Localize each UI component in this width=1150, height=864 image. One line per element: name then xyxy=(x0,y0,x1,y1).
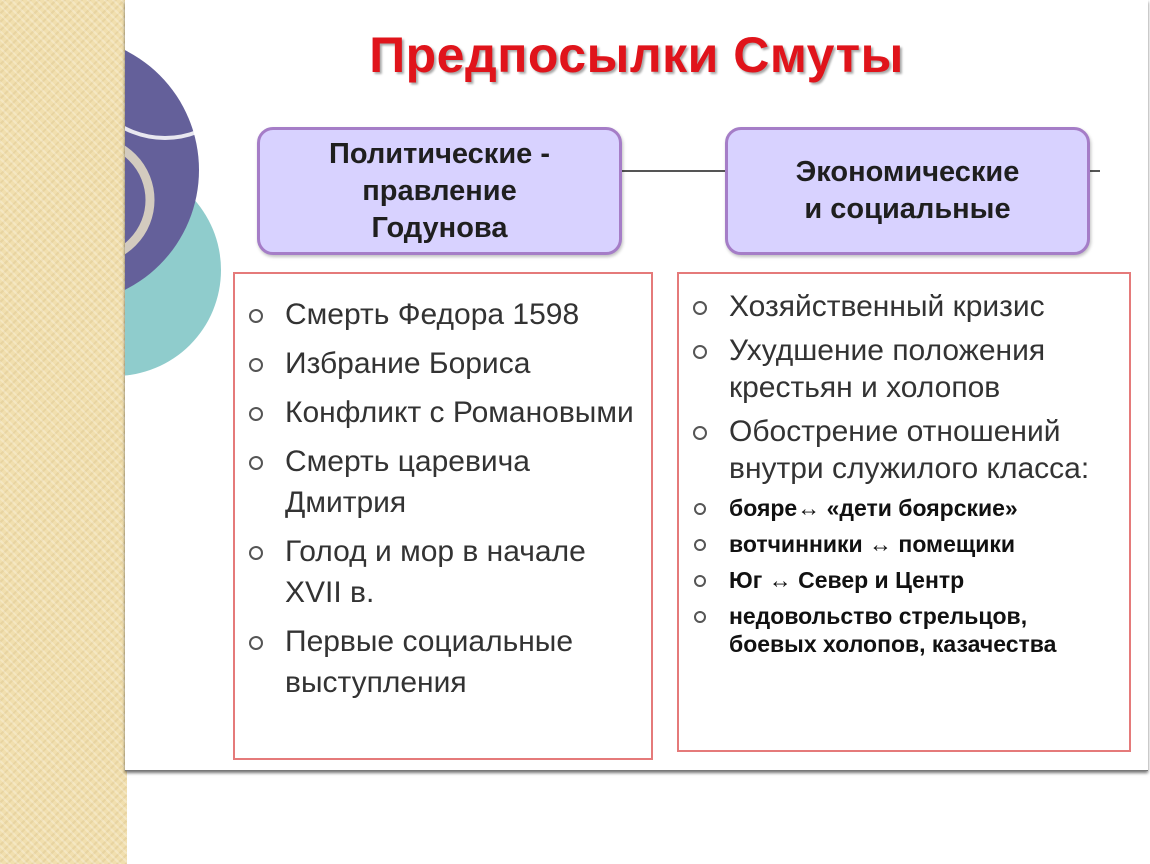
header-political-text xyxy=(329,136,550,247)
header-economic-line: и социальные xyxy=(804,193,1011,225)
list-item xyxy=(245,621,641,703)
sub-list-item-text: Юг ↔ Север и Центр xyxy=(729,567,965,593)
circle-bullet-icon xyxy=(249,456,263,470)
list-item-text: Смерть царевича Дмитрия xyxy=(285,445,530,519)
circle-bullet-icon xyxy=(249,636,263,650)
sub-list-item xyxy=(689,494,1119,522)
circle-bullet-icon xyxy=(693,301,707,315)
circle-bullet-icon xyxy=(249,309,263,323)
list-item-text: Смерть Федора 1598 xyxy=(285,298,580,331)
header-political-line: Годунова xyxy=(371,211,508,244)
header-political xyxy=(257,127,622,255)
list-item xyxy=(245,392,641,433)
header-economic xyxy=(725,127,1090,255)
list-item-text: Избрание Бориса xyxy=(285,347,531,380)
list-item-text: Конфликт с Романовыми xyxy=(285,396,634,429)
economic-list-box xyxy=(677,272,1131,752)
header-political-line: Политические - xyxy=(328,137,550,170)
list-item xyxy=(689,288,1119,325)
list-item-text: Ухудшение положения крестьян и холопов xyxy=(729,334,1046,404)
decorative-side-strip xyxy=(0,0,127,864)
circle-bullet-icon xyxy=(694,611,706,623)
circle-bullet-icon xyxy=(693,426,707,440)
list-item xyxy=(245,531,641,613)
list-item-text: Голод и мор в начале XVII в. xyxy=(285,535,586,609)
list-item-text: Хозяйственный кризис xyxy=(729,290,1045,323)
list-item xyxy=(245,294,641,335)
header-political-line: правление xyxy=(362,174,517,207)
political-list-box xyxy=(233,272,653,760)
slide xyxy=(125,0,1148,771)
list-item xyxy=(245,441,641,523)
header-economic-text xyxy=(796,154,1020,228)
political-list xyxy=(235,274,651,703)
sub-list-item xyxy=(689,602,1119,658)
header-economic-line: Экономические xyxy=(795,156,1020,188)
circle-bullet-icon xyxy=(249,546,263,560)
circle-bullet-icon xyxy=(694,503,706,515)
list-item-text: Первые социальные выступления xyxy=(285,625,574,699)
sub-list-item-text: недовольство стрельцов, боевых холопов, казачества xyxy=(729,603,1057,657)
sub-list-item xyxy=(689,566,1119,594)
list-item xyxy=(689,332,1119,406)
sub-list-item-text: вотчинники ↔ помещики xyxy=(729,531,1016,557)
sub-list-item-text: бояре↔ «дети боярские» xyxy=(729,495,1018,521)
slide-title: Предпосылки Смуты xyxy=(369,27,904,83)
list-item-text: Обострение отношений внутри служилого класса: xyxy=(729,415,1090,485)
sub-list-item xyxy=(689,530,1119,558)
economic-list xyxy=(679,274,1129,658)
circle-bullet-icon xyxy=(249,358,263,372)
circle-bullet-icon xyxy=(694,575,706,587)
list-item xyxy=(689,413,1119,487)
circle-bullet-icon xyxy=(694,539,706,551)
circle-bullet-icon xyxy=(693,345,707,359)
circle-bullet-icon xyxy=(249,407,263,421)
list-item xyxy=(245,343,641,384)
